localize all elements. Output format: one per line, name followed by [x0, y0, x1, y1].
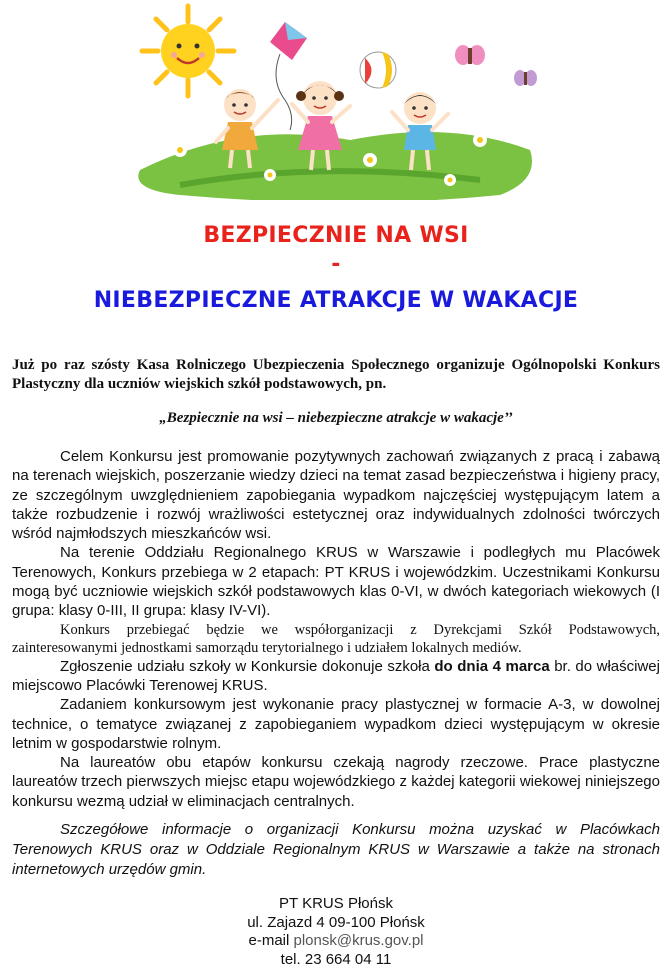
butterfly-icon — [514, 70, 537, 86]
closing-info: Szczegółowe informacje o organizacji Konkursu można uzyskać w Placówkach Terenowych KRUS oraz w Oddziale Regionalnym KRUS w Warszawie a także na stronach internetowych urzędów gmin. — [12, 821, 660, 878]
title-line-2: NIEBEZPIECZNE ATRAKCJE W WAKACJE — [93, 288, 579, 313]
paragraph-task: Zadaniem konkursowym jest wykonanie pracy plastycznej w formacie A-3, w dowolnej technice, o tematyce związanej z zapobieganiem wypadkom dzieci występującym w okresie letnim w gospodarstwie rolnym. — [12, 696, 660, 752]
sun-icon — [142, 6, 234, 96]
paragraph-prizes: Na laureatów obu etapów konkursu czekają nagrody rzeczowe. Prace plastyczne laureatów trzech pierwszych miejsc etapu wojewódzkiego z każdej kategorii wiekowej niniejszego konkursu wezmą udział w eliminacjach centralnych. — [12, 754, 660, 810]
paragraph-cooperation: Konkurs przebiegać będzie we współorganizacji z Dyrekcjami Szkół Podstawowych, zainteresowanymi jednostkami samorządu terytorialnego i udziałem lokalnych mediów. — [12, 621, 660, 656]
children-summer-illustration — [120, 0, 550, 200]
phone-number: tel. 23 664 04 11 — [280, 950, 392, 968]
butterfly-icon — [455, 45, 485, 65]
flower-icon — [363, 153, 377, 167]
paragraph-stages: Na terenie Oddziału Regionalnego KRUS w Warszawie i podległych mu Placówek Terenowych, Konkurs przebiega w 2 etapach: PT KRUS i wojewódzkim. Uczestnikami Konkursu mogą być uczniowie wiejskich szkół podstawowych klas 0-VI, w dwóch kategoriach wiekowych (I grupa: klasy 0-III, II grupa: klasy IV-VI). — [12, 544, 660, 620]
body-text — [12, 447, 660, 811]
office-name: PT KRUS Płońsk — [279, 895, 393, 912]
contest-name-quote: „Bezpiecznie na wsi – niebezpieczne atrakcje w wakacje’’ — [159, 410, 513, 426]
paragraph-registration: Zgłoszenie udziału szkoły w Konkursie dokonuje szkoła do dnia 4 marca br. do właściwej miejscowo Placówki Terenowej KRUS. — [12, 657, 660, 694]
paragraph-goals: Celem Konkursu jest promowanie pozytywnych zachowań związanych z pracą i zabawą na terenach wiejskich, poszerzanie wiedzy dzieci na temat zasad bezpieczeństwa i higieny pracy, ze szczególnym uwzględnieniem zapobiegania wypadkom najczęściej występującym latem a także rozbudzenie i rozwój wrażliwości estetycznej oraz indywidualnych zdolności twórczych wśród najmłodszych mieszkańców wsi. — [12, 448, 660, 543]
deadline: do dnia 4 marca — [434, 657, 550, 675]
ball-icon — [360, 52, 396, 88]
title-dash: - — [331, 252, 341, 277]
intro-paragraph: Już po raz szósty Kasa Rolniczego Ubezpieczenia Społecznego organizuje Ogólnopolski Konkurs Plastyczny dla uczniów wiejskich szkół podstawowych, pn. — [12, 357, 660, 392]
email-link[interactable]: plonsk@krus.gov.pl — [293, 932, 424, 949]
email-line: e-mail plonsk@krus.gov.pl — [248, 932, 424, 949]
title-line-1: BEZPIECZNIE NA WSI — [203, 223, 469, 248]
contact-block — [0, 895, 672, 969]
office-address: ul. Zajazd 4 09-100 Płońsk — [247, 913, 425, 931]
flower-icon — [444, 174, 456, 186]
flower-icon — [473, 133, 487, 147]
flower-icon — [264, 169, 276, 181]
flower-icon — [173, 143, 187, 157]
